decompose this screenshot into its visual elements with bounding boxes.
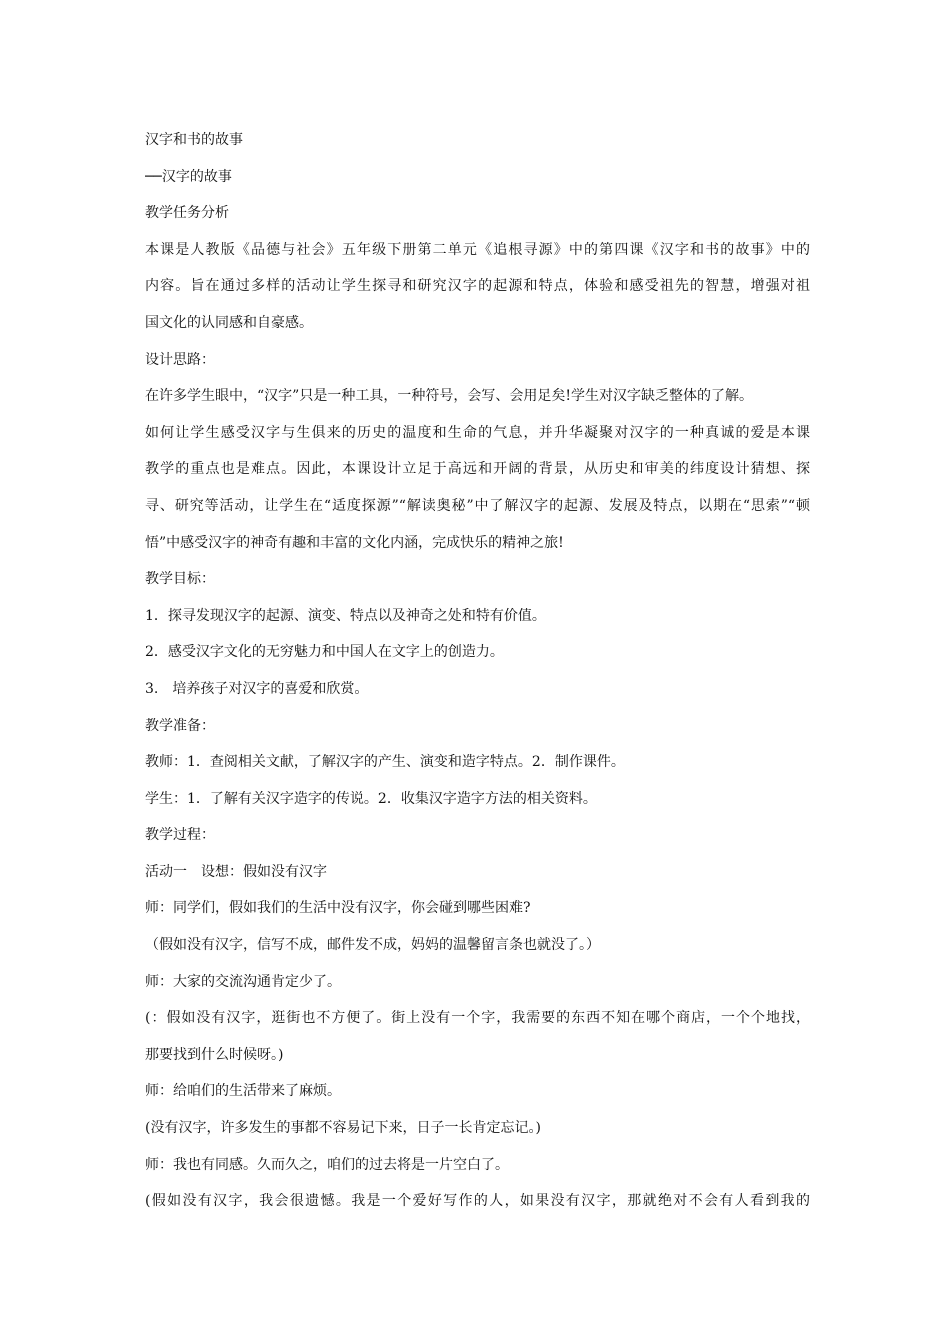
- document-title: 汉字和书的故事: [145, 132, 243, 148]
- document-body: [145, 122, 810, 1220]
- text-line: 内容。旨在通过多样的活动让学生探寻和研究汉字的起源和特点，体验和感受祖先的智慧，增强对祖: [145, 278, 810, 295]
- text-line: 教学任务分析: [145, 205, 229, 222]
- text-line: 师：我也有同感。久而久之，咱们的过去将是一片空白了。: [145, 1156, 509, 1173]
- text-line: 1．探寻发现汉字的起源、演变、特点以及神奇之处和特有价值。: [145, 607, 546, 624]
- text-line: 教学准备：: [145, 717, 215, 734]
- text-line: (：假如没有汉字，逛街也不方便了。街上没有一个字，我需要的东西不知在哪个商店，一个个地找，: [145, 1010, 810, 1027]
- text-line: 教学过程：: [145, 827, 215, 844]
- text-line: 教学目标：: [145, 571, 215, 588]
- text-line: （假如没有汉字，信写不成，邮件发不成，妈妈的温馨留言条也就没了。）: [145, 937, 600, 954]
- text-line: 师：大家的交流沟通肯定少了。: [145, 973, 341, 990]
- text-line: 教学的重点也是难点。因此，本课设计立足于高远和开阔的背景，从历史和审美的纬度设计猜想、探: [145, 461, 810, 478]
- text-line: 教师：1．查阅相关文献，了解汉字的产生、演变和造字特点。2．制作课件。: [145, 754, 625, 771]
- text-line: 师：同学们，假如我们的生活中没有汉字，你会碰到哪些困难?: [145, 900, 531, 917]
- text-line: 师：给咱们的生活带来了麻烦。: [145, 1083, 341, 1100]
- text-line: 在许多学生眼中，“汉字”只是一种工具，一种符号，会写、会用足矣!学生对汉字缺乏整体的了解。: [145, 388, 753, 405]
- text-line: 那要找到什么时候呀。): [145, 1046, 284, 1063]
- text-line: 如何让学生感受汉字与生俱来的历史的温度和生命的气息，并升华凝聚对汉字的一种真诚的爱是本课: [145, 424, 810, 441]
- text-line: 国文化的认同感和自豪感。: [145, 314, 313, 331]
- text-line: 悟”中感受汉字的神奇有趣和丰富的文化内涵，完成快乐的精神之旅!: [145, 534, 564, 551]
- text-line: 学生：1．了解有关汉字造字的传说。2．收集汉字造字方法的相关资料。: [145, 790, 597, 807]
- text-line: 本课是人教版《品德与社会》五年级下册第二单元《追根寻源》中的第四课《汉字和书的故事》中的: [145, 241, 810, 258]
- text-line: (假如没有汉字，我会很遗憾。我是一个爱好写作的人，如果没有汉字，那就绝对不会有人看到我的: [145, 1193, 810, 1210]
- document-subtitle: ──汉字的故事: [145, 168, 232, 185]
- text-line: (没有汉字，许多发生的事都不容易记下来，日子一长肯定忘记。): [145, 1120, 541, 1137]
- text-line: 2．感受汉字文化的无穷魅力和中国人在文字上的创造力。: [145, 644, 504, 661]
- text-line: 寻、研究等活动，让学生在“适度探源”“解读奥秘”中了解汉字的起源、发展及特点，以期在“思索”“顿: [145, 497, 810, 514]
- text-line: 活动一 设想：假如没有汉字: [145, 863, 327, 880]
- text-line: 3. 培养孩子对汉字的喜爱和欣赏。: [145, 680, 369, 697]
- text-line: 设计思路：: [145, 351, 215, 368]
